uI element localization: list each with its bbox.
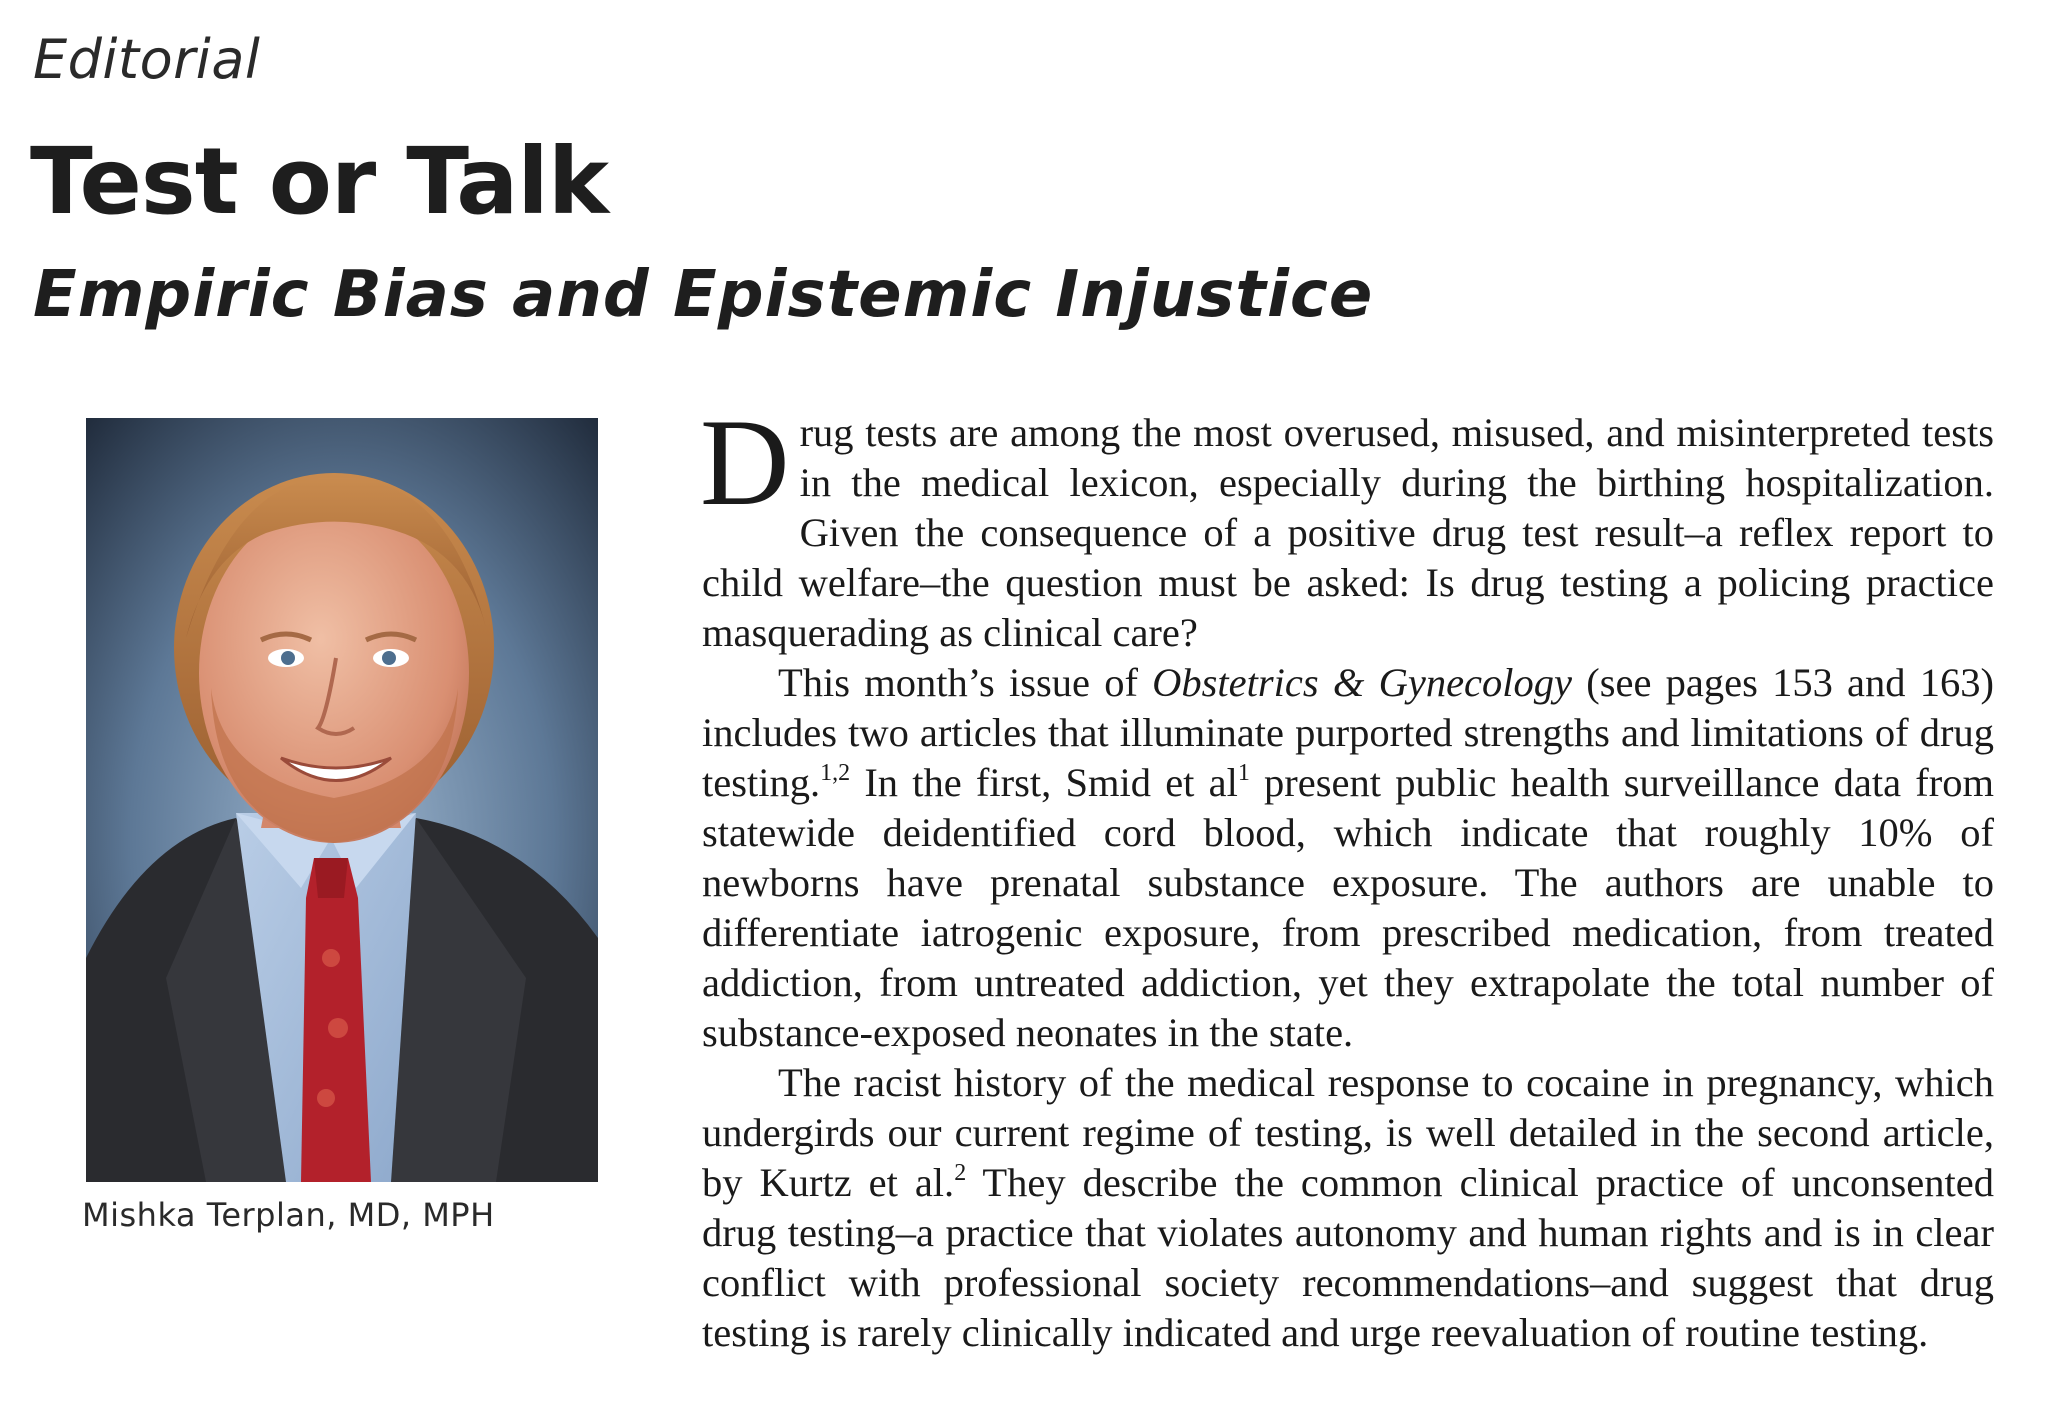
paragraph-2-tail: present public health surveillance data from statewide deidentified cord blood, which indicate that roughly 10% of newborns have prenatal substance exposure. The authors are unable to differentiate iatrogenic exposure, from prescribed medication, from treated addiction, from untreated addiction, yet they extrapolate the total number of substance-exposed neonates in the state.: [702, 760, 1994, 1055]
paragraph-1-text: rug tests are among the most overused, misused, and misinterpreted tests in the medical lexicon, especially during the birthing hospitalization. Given the consequence of a positive drug test result–a reflex report to child welfare–the question must be asked: Is drug testing a policing practice masquerading as clinical care?: [702, 410, 1994, 655]
paragraph-3-lead: The racist history of the medical response to cocaine in pregnancy, which undergirds our current regime of testing, is well detailed in the second article, by Kurtz et al.: [702, 1060, 1994, 1205]
reference-superscript: 1,2: [820, 760, 851, 786]
paragraph-1: [700, 394, 1994, 658]
drop-cap: D: [700, 394, 790, 531]
paragraph-3-tail: They describe the common clinical practice of unconsented drug testing–a practice that violates autonomy and human rights and is in clear conflict with professional society recommendations–and suggest that drug testing is rarely clinically indicated and urge reevaluation of routine testing.: [702, 1160, 1994, 1355]
paragraph-2: [702, 658, 1994, 1058]
author-caption: Mishka Terplan, MD, MPH: [82, 1196, 495, 1234]
paragraph-2-lead: This month’s issue of: [778, 660, 1153, 705]
article-subtitle: Empiric Bias and Epistemic Injustice: [33, 258, 1374, 332]
reference-superscript: 2: [954, 1160, 967, 1186]
section-label: Editorial: [33, 28, 261, 91]
author-portrait-icon: [86, 418, 598, 1182]
author-photo: [86, 418, 598, 1182]
paragraph-2-middle: In the first, Smid et al: [850, 760, 1238, 805]
paragraph-3: [702, 1058, 1994, 1358]
article-body: [700, 394, 1994, 1358]
journal-name: Obstetrics & Gynecology: [1152, 660, 1572, 705]
paragraph-2-after-journal: (see pages 153 and 163) includes two articles that illuminate purported strengths and limitations of drug testing.: [702, 660, 1994, 805]
reference-superscript: 1: [1237, 760, 1250, 786]
article-title: Test or Talk: [30, 128, 609, 235]
